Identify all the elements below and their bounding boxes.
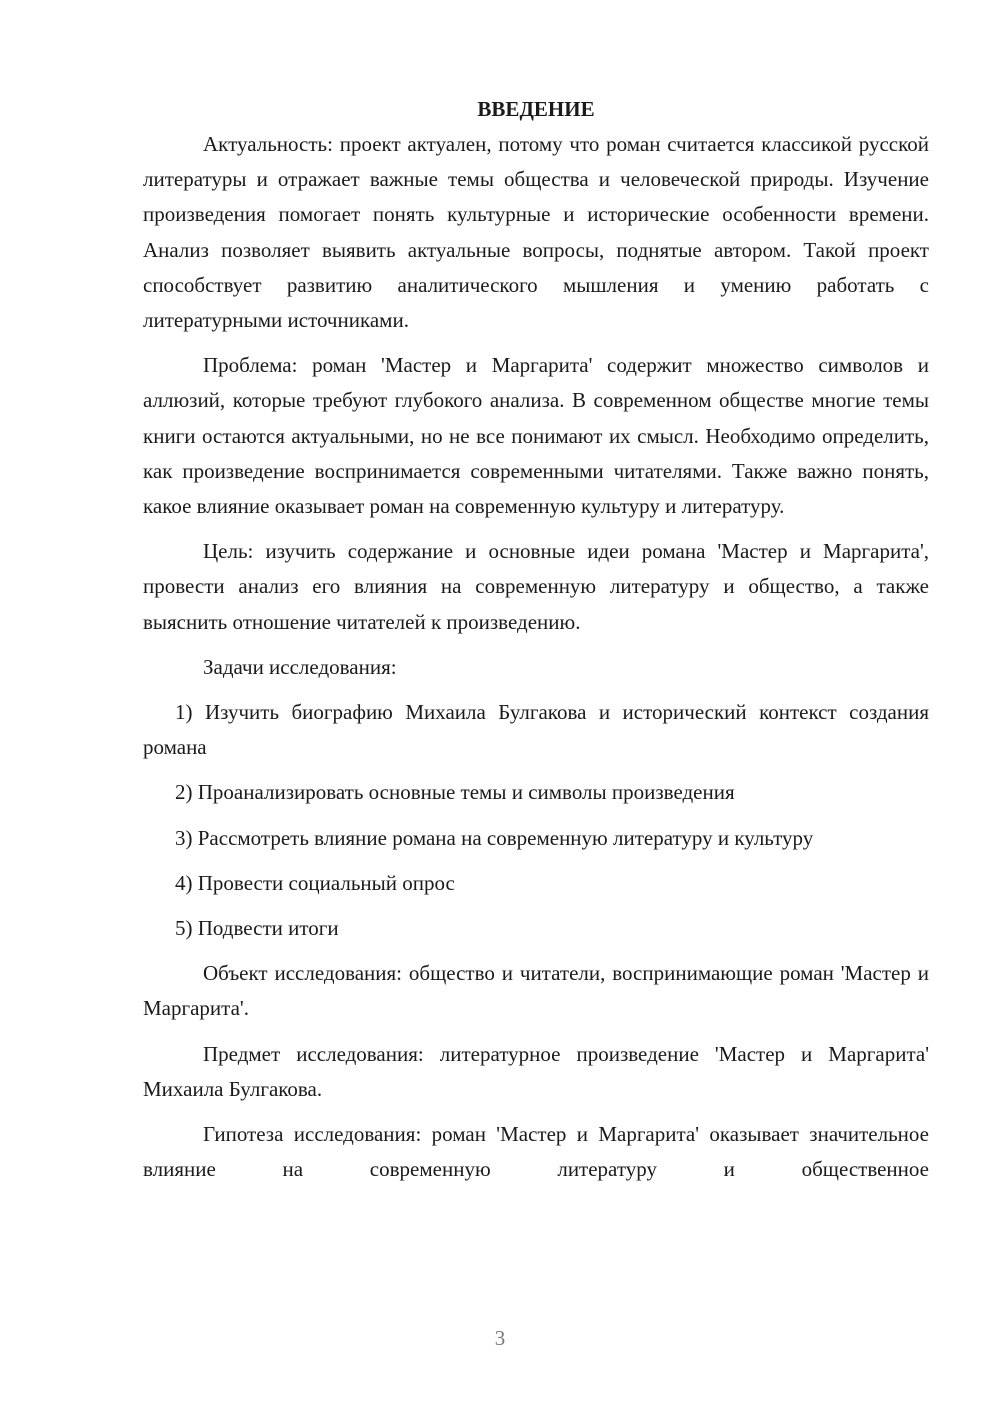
- hypothesis-paragraph: Гипотеза исследования: роман 'Мастер и Маргарита' оказывает значительное влияние на современную литературу и общественное: [143, 1122, 929, 1182]
- object-paragraph: Объект исследования: общество и читатели, воспринимающие роман 'Мастер и Маргарита'.: [143, 961, 929, 1021]
- problem-paragraph: Проблема: роман 'Мастер и Маргарита' содержит множество символов и аллюзий, которые требуют глубокого анализа. В современном обществе многие темы книги остаются актуальными, но не все понимают их смысл. Необходимо определить, как произведение воспринимается современными читателями. Также важно понять, какое влияние оказывает роман на современную культуру и литературу.: [143, 353, 929, 519]
- document-page: [143, 92, 929, 1197]
- goal-paragraph: Цель: изучить содержание и основные идеи романа 'Мастер и Маргарита', провести анализ его влияния на современную литературу и общество, а также выяснить отношение читателей к произведению.: [143, 539, 929, 634]
- task-item-3: 3) Рассмотреть влияние романа на современную литературу и культуру: [175, 825, 814, 850]
- tasks-title: Задачи исследования:: [203, 654, 397, 679]
- task-item-5: 5) Подвести итоги: [175, 916, 339, 941]
- task-item-1: 1) Изучить биографию Михаила Булгакова и исторический контекст создания романа: [143, 700, 929, 760]
- task-item-4: 4) Провести социальный опрос: [175, 870, 455, 895]
- page-title: ВВЕДЕНИЕ: [477, 97, 595, 121]
- page-number: 3: [494, 1326, 506, 1350]
- task-item-2: 2) Проанализировать основные темы и символы произведения: [175, 780, 735, 805]
- relevance-paragraph: Актуальность: проект актуален, потому что роман считается классикой русской литературы и отражает важные темы общества и человеческой природы. Изучение произведения помогает понять культурные и исторические особенности времени. Анализ позволяет выявить актуальные вопросы, поднятые автором. Такой проект способствует развитию аналитического мышления и умению работать с литературными источниками.: [143, 132, 929, 333]
- subject-paragraph: Предмет исследования: литературное произведение 'Мастер и Маргарита' Михаила Булгакова.: [143, 1041, 929, 1101]
